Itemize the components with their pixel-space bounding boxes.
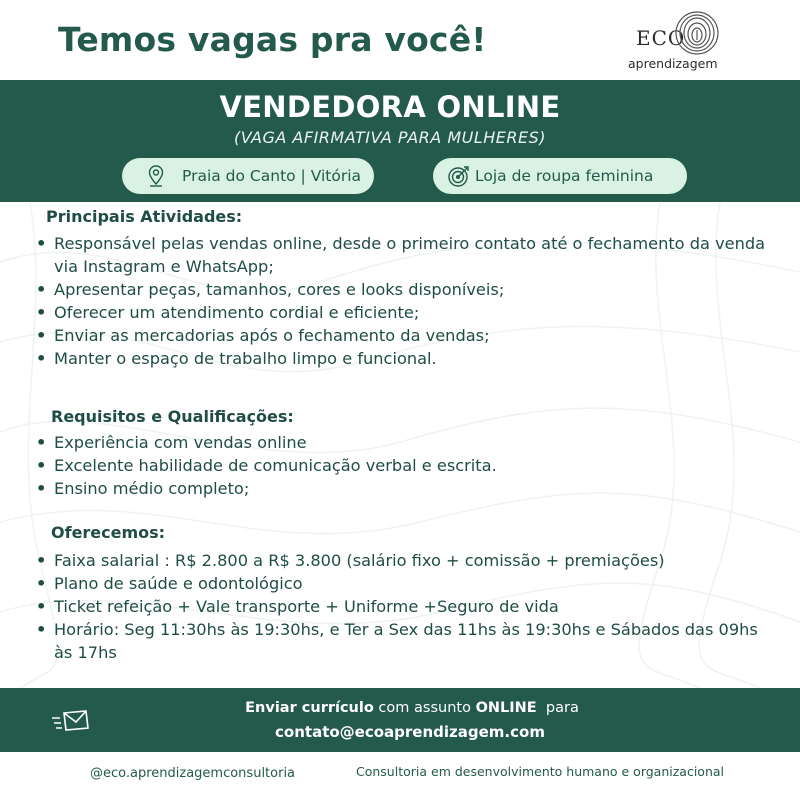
- activities-list: [36, 232, 776, 370]
- apply-email[interactable]: contato@ecoaprendizagem.com: [275, 723, 545, 741]
- job-title: VENDEDORA ONLINE: [219, 90, 561, 124]
- apply-send-end: para: [536, 700, 579, 716]
- apply-send-bold: Enviar currículo: [245, 700, 374, 716]
- company-type-label: Loja de roupa feminina: [475, 167, 654, 185]
- list-item: • Faixa salarial : R$ 2.800 a R$ 3.800 (salário fixo + comissão + premiações): [36, 549, 776, 572]
- list-item: • Horário: Seg 11:30hs às 19:30hs, e Ter a Sex das 11hs às 19:30hs e Sábados das 09hs às 17hs: [36, 618, 776, 664]
- job-subtitle: (VAGA AFIRMATIVA PARA MULHERES): [233, 128, 547, 147]
- social-handle[interactable]: @eco.aprendizagemconsultoria: [90, 766, 296, 781]
- location-pill: [122, 158, 374, 194]
- list-item: • Experiência com vendas online: [36, 431, 776, 454]
- job-banner: [0, 80, 800, 202]
- requirements-list: [36, 431, 776, 500]
- fingerprint-tree-icon: [674, 10, 720, 56]
- list-item: • Oferecer um atendimento cordial e eficiente;: [36, 301, 776, 324]
- list-item: • Responsável pelas vendas online, desde o primeiro contato até o fechamento da venda via Instagram e WhatsApp;: [36, 232, 776, 278]
- footer: [0, 752, 800, 800]
- list-item: • Apresentar peças, tamanhos, cores e looks disponíveis;: [36, 278, 776, 301]
- location-pin-icon: [144, 164, 168, 188]
- list-item: • Plano de saúde e odontológico: [36, 572, 776, 595]
- offers-list: [36, 549, 776, 664]
- apply-subject: ONLINE: [475, 700, 537, 716]
- location-label: Praia do Canto | Vitória: [182, 167, 362, 185]
- company-tagline: Consultoria em desenvolvimento humano e organizacional: [356, 764, 725, 779]
- apply-instruction: [0, 700, 800, 716]
- list-item: • Manter o espaço de trabalho limpo e funcional.: [36, 347, 776, 370]
- apply-send-mid: com assunto: [373, 700, 476, 716]
- eco-logo: [622, 8, 732, 74]
- list-item: • Excelente habilidade de comunicação verbal e escrita.: [36, 454, 776, 477]
- header: [0, 0, 800, 80]
- logo-subtext: aprendizagem: [628, 56, 718, 71]
- offers-title: Oferecemos:: [51, 523, 166, 542]
- list-item: • Enviar as mercadorias após o fechamento da vendas;: [36, 324, 776, 347]
- list-item: • Ensino médio completo;: [36, 477, 776, 500]
- list-item: • Ticket refeição + Vale transporte + Uniforme +Seguro de vida: [36, 595, 776, 618]
- target-icon: [447, 164, 471, 188]
- apply-banner: [0, 688, 800, 752]
- logo-text: ECO: [636, 26, 686, 50]
- page-headline: Temos vagas pra você!: [58, 20, 487, 59]
- job-details: [0, 202, 800, 688]
- company-type-pill: [433, 158, 687, 194]
- requirements-title: Requisitos e Qualificações:: [51, 407, 294, 426]
- activities-title: Principais Atividades:: [46, 207, 243, 226]
